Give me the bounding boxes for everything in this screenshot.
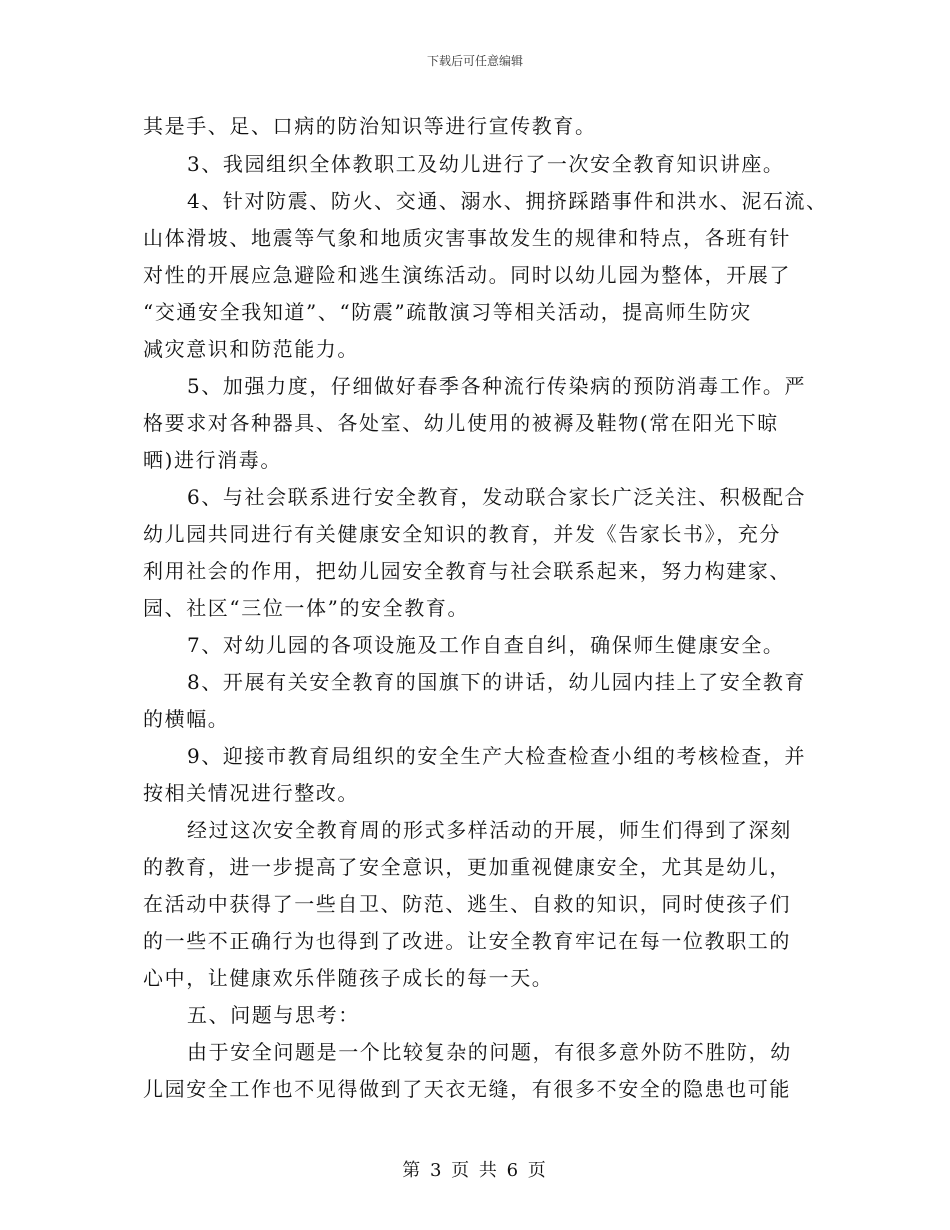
text-line: 4、针对防震、防火、交通、溺水、拥挤踩踏事件和洪水、泥石流、 [187, 189, 828, 213]
text-line: 在活动中获得了一些自卫、防范、逃生、自救的知识，同时使孩子们 [143, 892, 791, 916]
text-line: 按相关情况进行整改。 [143, 781, 359, 805]
text-line: 的横幅。 [143, 707, 230, 731]
text-line: 5、加强力度，仔细做好春季各种流行传染病的预防消毒工作。严 [187, 374, 807, 398]
text-line: 山体滑坡、地震等气象和地质灾害事故发生的规律和特点，各班有针 [143, 226, 791, 250]
text-line: 对性的开展应急避险和逃生演练活动。同时以幼儿园为整体，开展了 [143, 263, 791, 287]
text-line: 经过这次安全教育周的形式多样活动的开展，师生们得到了深刻 [187, 818, 792, 842]
text-line: 9、迎接市教育局组织的安全生产大检查检查小组的考核检查，并 [187, 744, 807, 768]
text-line: 利用社会的作用，把幼儿园安全教育与社会联系起来，努力构建家、 [143, 559, 791, 583]
text-line: 晒)进行消毒。 [143, 448, 283, 472]
text-line: 的教育，进一步提高了安全意识，更加重视健康安全，尤其是幼儿， [143, 855, 791, 879]
text-line: 的一些不正确行为也得到了改进。让安全教育牢记在每一位教职工的 [143, 929, 791, 953]
text-line: 3、我园组织全体教职工及幼儿进行了一次安全教育知识讲座。 [187, 152, 785, 176]
text-line: “交通安全我知道”、“防震”疏散演习等相关活动，提高师生防灾 [143, 300, 752, 324]
text-line: 幼儿园共同进行有关健康安全知识的教育，并发《告家长书》，充分 [143, 522, 781, 546]
text-line: 其是手、足、口病的防治知识等进行宣传教育。 [143, 114, 597, 138]
text-line: 心中，让健康欢乐伴随孩子成长的每一天。 [143, 966, 554, 990]
text-line: 7、对幼儿园的各项设施及工作自查自纠，确保师生健康安全。 [187, 633, 785, 657]
text-line: 园、社区“三位一体”的安全教育。 [143, 596, 470, 620]
text-line: 8、开展有关安全教育的国旗下的讲话，幼儿园内挂上了安全教育 [187, 670, 807, 694]
section-heading: 五、问题与思考： [187, 1003, 360, 1027]
text-line: 格要求对各种器具、各处室、幼儿使用的被褥及鞋物(常在阳光下晾 [143, 411, 779, 435]
page-number-footer: 第 3 页 共 6 页 [402, 1160, 548, 1181]
text-line: 减灾意识和防范能力。 [143, 337, 359, 361]
header-note: 下载后可任意编辑 [426, 54, 523, 68]
text-line: 儿园安全工作也不见得做到了天衣无缝，有很多不安全的隐患也可能 [143, 1077, 791, 1101]
text-line: 由于安全问题是一个比较复杂的问题，有很多意外防不胜防，幼 [187, 1040, 792, 1064]
text-line: 6、与社会联系进行安全教育，发动联合家长广泛关注、积极配合 [187, 485, 807, 509]
